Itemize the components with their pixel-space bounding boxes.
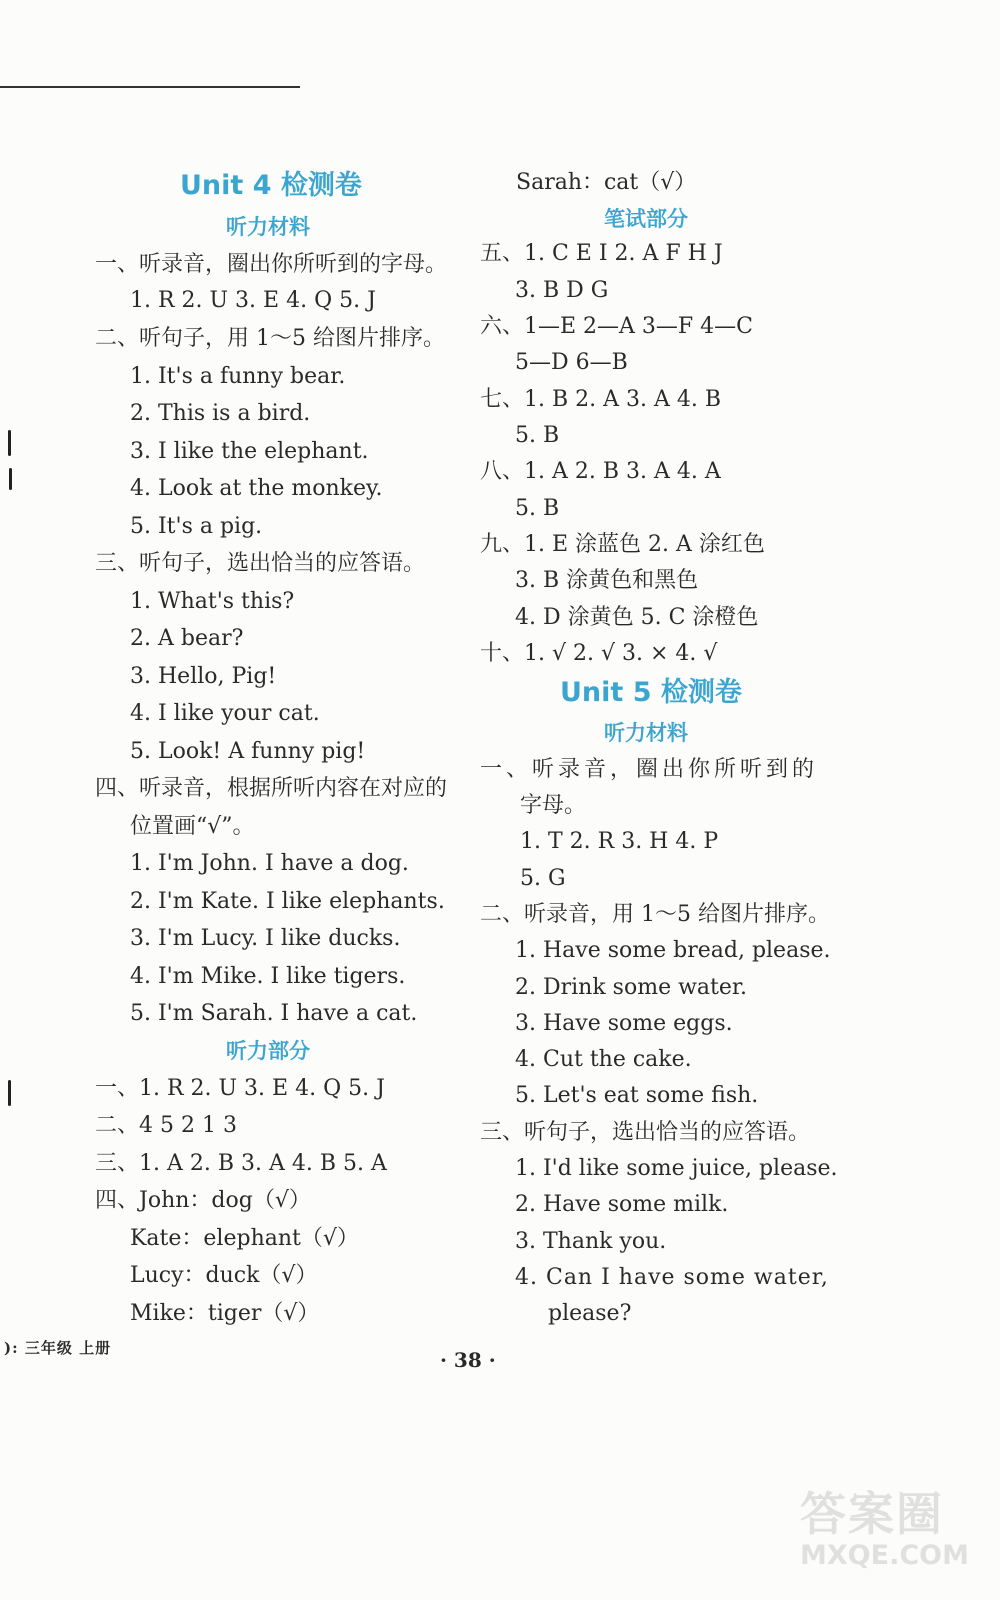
section-title-continued: 位置画“√”。 [130,814,255,839]
answer-line: Mike：tiger（√） [130,1301,320,1326]
list-item: 1. It's a funny bear. [130,364,346,389]
listening-part-heading: 听力部分 [226,1039,310,1063]
answer-line: Sarah：cat（√） [516,170,697,195]
answer-line: 七、1. B 2. A 3. A 4. B [480,387,722,412]
unit4-title: Unit 4 检测卷 [180,170,362,201]
section-title: 一、听录音，圈出你所听到的 [480,757,819,782]
answer-line: 十、1. √ 2. √ 3. × 4. √ [480,641,718,666]
answer-line: 5—D 6—B [515,350,628,375]
answer-line: 二、4 5 2 1 3 [95,1113,237,1138]
section-title: 四、听录音，根据所听内容在对应的 [95,776,448,801]
list-item: 1. I'd like some juice, please. [515,1156,838,1181]
list-item: 5. I'm Sarah. I have a cat. [130,1001,418,1026]
section-title-continued: 字母。 [520,793,587,818]
list-item: 1. What's this? [130,589,295,614]
answer-line: 4. D 涂黄色 5. C 涂橙色 [515,605,759,630]
answer-line: 三、1. A 2. B 3. A 4. B 5. A [95,1151,387,1176]
answer-line: 5. B [515,423,560,448]
margin-mark [8,430,11,456]
list-item: 4. I like your cat. [130,701,320,726]
grade-label: ): 三年级 上册 [4,1339,112,1357]
margin-mark [8,1080,11,1106]
answer-line: Kate：elephant（√） [130,1226,359,1251]
answer-line: 六、1—E 2—A 3—F 4—C [480,314,754,339]
list-item: 5. Let's eat some fish. [515,1083,759,1108]
list-item: 5. Look! A funny pig! [130,739,366,764]
answer-line: 3. B 涂黄色和黑色 [515,568,699,593]
list-item: 4. Can I have some water, [515,1265,829,1290]
list-item-continued: please? [548,1301,632,1326]
answer-line: 五、1. C E I 2. A F H J [480,241,723,266]
answer-line: 1. R 2. U 3. E 4. Q 5. J [130,288,376,313]
section-title: 二、听录音，用 1～5 给图片排序。 [480,902,830,927]
watermark-text: 答案圈 [800,1487,944,1541]
list-item: 3. I like the elephant. [130,439,369,464]
answer-line: 3. B D G [515,278,609,303]
answer-line: 5. B [515,496,560,521]
answer-line: 九、1. E 涂蓝色 2. A 涂红色 [480,532,765,557]
answer-line: 八、1. A 2. B 3. A 4. A [480,459,721,484]
section-title: 三、听句子，选出恰当的应答语。 [480,1120,811,1145]
list-item: 2. Have some milk. [515,1192,729,1217]
answer-line: Lucy：duck（√） [130,1263,318,1288]
list-item: 1. I'm John. I have a dog. [130,851,409,876]
list-item: 4. Cut the cake. [515,1047,692,1072]
margin-mark [9,468,12,490]
list-item: 4. I'm Mike. I like tigers. [130,964,406,989]
listening-material-heading: 听力材料 [604,721,688,745]
list-item: 4. Look at the monkey. [130,476,383,501]
list-item: 3. Thank you. [515,1229,667,1254]
list-item: 2. Drink some water. [515,975,747,1000]
list-item: 3. Have some eggs. [515,1011,733,1036]
list-item: 2. I'm Kate. I like elephants. [130,889,445,914]
watermark-url: MXQE.COM [800,1540,969,1571]
watermark-logo [800,1478,975,1593]
list-item: 1. Have some bread, please. [515,938,831,963]
answer-line: 1. T 2. R 3. H 4. P [520,829,719,854]
answer-line: 一、1. R 2. U 3. E 4. Q 5. J [95,1076,385,1101]
unit5-title: Unit 5 检测卷 [560,677,742,708]
written-part-heading: 笔试部分 [604,207,688,231]
list-item: 3. I'm Lucy. I like ducks. [130,926,401,951]
section-title: 一、听录音，圈出你所听到的字母。 [95,252,448,277]
answer-line: 5. G [520,866,566,891]
section-title: 二、听句子，用 1～5 给图片排序。 [95,326,445,351]
list-item: 2. This is a bird. [130,401,311,426]
top-rule [0,86,300,88]
list-item: 2. A bear? [130,626,244,651]
list-item: 5. It's a pig. [130,514,263,539]
page-number: · 38 · [440,1348,496,1372]
section-title: 三、听句子，选出恰当的应答语。 [95,551,426,576]
listening-material-heading: 听力材料 [226,215,310,239]
list-item: 3. Hello, Pig! [130,664,277,689]
answer-line: 四、John：dog（√） [95,1188,311,1213]
